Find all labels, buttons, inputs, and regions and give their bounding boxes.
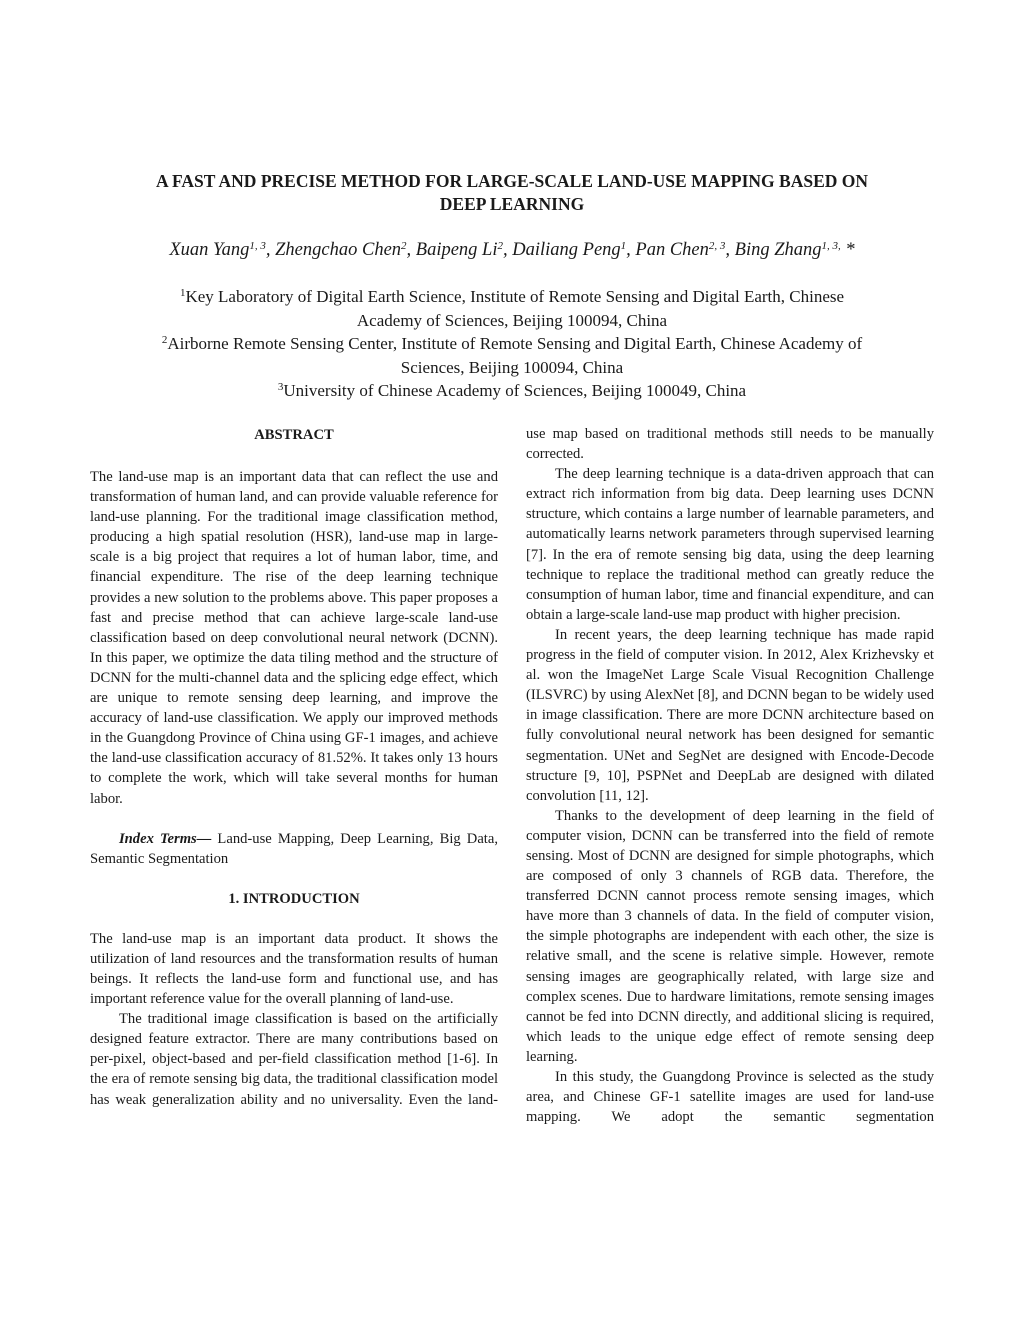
author-list bbox=[90, 238, 934, 262]
paper-title-line-2: DEEP LEARNING bbox=[439, 194, 585, 214]
affiliation-2: $^2$Airborne Remote Sensing Center, Institute of Remote Sensing and Digital Earth, Chinese Academy of Sciences, Beijing 100094, China bbox=[161, 333, 863, 377]
intro-paragraph-2-continued: use map based on traditional methods still needs to be manually corrected. bbox=[526, 426, 934, 463]
intro-paragraph-3: The deep learning technique is a data-driven approach that can extract rich information from big data. Deep learning uses DCNN structure, which contains a large number of learnable parameters, and automatically learns network parameters through supervised learning [7]. In the era of remote sensing big data, using the deep learning technique to replace the traditional method can greatly reduce the consumption of human labor, time and financial expenditure, and can obtain a large-scale land-use map product with higher precision. bbox=[526, 466, 934, 623]
intro-paragraph-2: The traditional image classification is based on the artificially designed feature extractor. There are many contributions based on per-pixel, object-based and per-field classification method [1-6]. In the era of remote sensing big data, the traditional classification model has weak generalization ability and no universality. Even the land- bbox=[90, 1011, 498, 1108]
intro-paragraph-4: In recent years, the deep learning technique has made rapid progress in the field of computer vision. In 2012, Alex Krizhevsky et al. won the ImageNet Large Scale Visual Recognition Challenge (ILSVRC) by using AlexNet [8], and DCNN began to be widely used in image classification. There are more DCNN architecture based on fully convolutional neural network has been designed for semantic segmentation. UNet and SegNet are designed with Encode-Decode structure [9, 10], PSPNet and DeepLab are designed with dilated convolution [11, 12]. bbox=[526, 626, 934, 804]
index-terms bbox=[90, 829, 498, 869]
index-terms-text: Land-use Mapping, Deep Learning, Big Data, Semantic Segmentation bbox=[90, 830, 498, 867]
paper-title-line-1: A FAST AND PRECISE METHOD FOR LARGE-SCALE LAND-USE MAPPING BASED ON bbox=[155, 171, 869, 191]
author: Xuan Yang$^{1, 3}$, bbox=[169, 239, 276, 260]
paper-title bbox=[90, 170, 934, 216]
intro-paragraph-6: In this study, the Guangdong Province is selected as the study area, and Chinese GF-1 satellite images are used for land-use mapping. We adopt the semantic segmentation bbox=[526, 1069, 934, 1126]
abstract-heading: ABSTRACT bbox=[254, 427, 334, 443]
left-column bbox=[90, 425, 498, 1110]
intro-paragraph-5: Thanks to the development of deep learning in the field of computer vision, DCNN can be transferred into the field of remote sensing. Most of DCNN are designed for simple photographs, which are composed of only 3 channels of RGB data. Therefore, the transferred DCNN cannot process remote sensing images, which have more than 3 channels of data. In the field of computer vision, the simple photographs are independent with each other, the size is relative small, and the scene is relative simple. However, remote sensing images are geographically related, with large size and complex scenes. Due to hardware limitations, remote sensing images cannot be fed into DCNN directly, and additional slicing is required, which leads to the unique edge effect of remote sensing deep learning. bbox=[526, 807, 934, 1065]
affiliation-3: $^3$University of Chinese Academy of Sciences, Beijing 100049, China bbox=[277, 380, 747, 400]
abstract-text: The land-use map is an important data that can reflect the use and transformation of human land, and can provide valuable reference for land-use planning. For the traditional image classification method, producing a high spatial resolution (HSR), land-use map in large-scale is a big project that requires a lot of human labor, time, and financial expenditure. The rise of the deep learning technique provides a new solution to the problems above. This paper proposes a fast and precise method that can achieve large-scale land-use classification based on deep convolutional neural network (DCNN). In this paper, we optimize the data tiling method and the structure of DCNN for the multi-channel data and the splicing edge effect, which are unique to remote sensing deep learning, and improve the accuracy of land-use classification. We apply our improved methods in the Guangdong Province of China using GF-1 images, and achieve the land-use classification accuracy of 81.52%. It takes only 13 hours to complete the work, which will take several months for human labor. bbox=[90, 469, 498, 807]
intro-paragraph-1: The land-use map is an important data product. It shows the utilization of land resources and the transformation results of human beings. It reflects the land-use form and functional use, and has important reference value for the overall planning of land-use. bbox=[90, 930, 498, 1008]
affiliation-1: $^1$Key Laboratory of Digital Earth Science, Institute of Remote Sensing and Digital Earth, Chinese Academy of Sciences, Beijing 100094, China bbox=[179, 286, 845, 330]
introduction-heading: 1. INTRODUCTION bbox=[228, 890, 360, 907]
right-column bbox=[526, 424, 934, 1127]
author: Dailiang Peng$^1$, bbox=[512, 239, 636, 260]
index-terms-label: Index Terms— bbox=[119, 830, 212, 847]
author: Baipeng Li$^2$, bbox=[415, 239, 513, 260]
author: Zhengchao Chen$^2$, bbox=[275, 239, 416, 260]
author: Bing Zhang$^{1, 3,}$ * bbox=[734, 239, 855, 260]
author: Pan Chen$^{2, 3}$, bbox=[635, 239, 735, 260]
affiliations bbox=[90, 285, 934, 403]
